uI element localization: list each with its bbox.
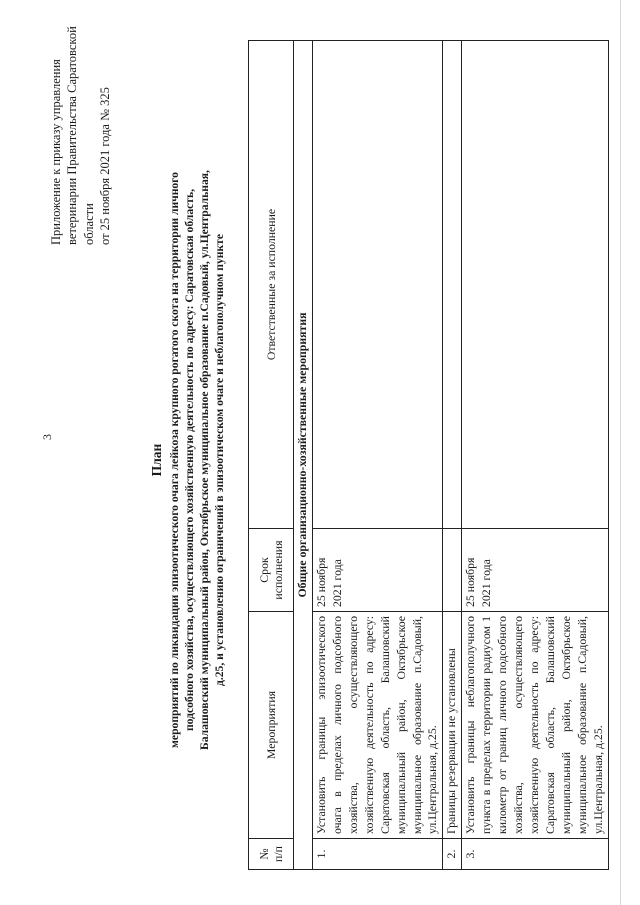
table-row	[462, 41, 608, 870]
row-responsible	[462, 41, 608, 529]
row-activity: Установить границы эпизоотического очага в пределах личного подсобного хозяйства, осуществляющего хозяйственную деятельность по адресу: Саратовская область, Балашовский муниципальный район, Октябрьское муниципальное образование п.Садовый, ул.Центральная, д.25.	[313, 612, 443, 839]
scan-edge	[620, 0, 621, 905]
appendix-line-2: ветеринарии Правительства Саратовской	[65, 26, 80, 245]
page-number: 3	[40, 434, 54, 440]
row-num: 2.	[443, 839, 462, 870]
plan-title-line-2: подсобного хозяйства, осуществляющего хозяйственную деятельность по адресу: Саратовская область,	[183, 188, 197, 732]
plan-table	[248, 40, 609, 870]
plan-title-line-4: д.25, и установлению ограничений в эпизоотическом очаге и неблагополучном пункте	[212, 234, 226, 686]
appendix-line-4: от 25 ноября 2021 года № 325	[97, 87, 112, 245]
table-header-row	[249, 41, 294, 870]
plan-title-line-3: Балашовский муниципальный район, Октябрьское муниципальное образование п.Садовый, ул.Центральная,	[197, 170, 211, 750]
row-activity: Установить границы неблагополучного пункта в пределах территории радиусом 1 километр от границ личного подсобного хозяйства, осуществляющего хозяйственную деятельность по адресу: Саратовская область, Балашовский муниципальный район, Октябрьское муниципальное образование п.Садовый, ул.Центральная, д.25.	[462, 612, 608, 839]
plan-title	[148, 65, 228, 855]
header-term: Срок исполнения	[249, 529, 294, 612]
table-row	[443, 41, 462, 870]
rotated-page	[20, 15, 620, 890]
appendix-line-1: Приложение к приказу управления	[49, 59, 63, 245]
row-responsible	[443, 41, 462, 529]
appendix-line-3: области	[81, 203, 96, 245]
row-activity: Границы резервации не установлены	[443, 612, 462, 839]
header-responsible: Ответственные за исполнение	[249, 41, 294, 529]
row-term: 25 ноября 2021 года	[313, 529, 443, 612]
plan-title-line-1: мероприятий по ликвидации эпизоотического очага лейкоза крупного рогатого скота на территории личного	[168, 172, 182, 748]
header-activity: Мероприятия	[249, 612, 294, 839]
section-row	[294, 41, 313, 870]
row-term: 25 ноября 2021 года	[462, 529, 608, 612]
plan-heading: План	[149, 443, 164, 477]
row-num: 1.	[313, 839, 443, 870]
header-num: № п/п	[249, 839, 294, 870]
row-responsible	[313, 41, 443, 529]
row-term	[443, 529, 462, 612]
appendix-block	[48, 15, 113, 245]
section-title: Общие организационно-хозяйственные мероприятия	[294, 41, 313, 870]
table-row	[313, 41, 443, 870]
row-num: 3.	[462, 839, 608, 870]
